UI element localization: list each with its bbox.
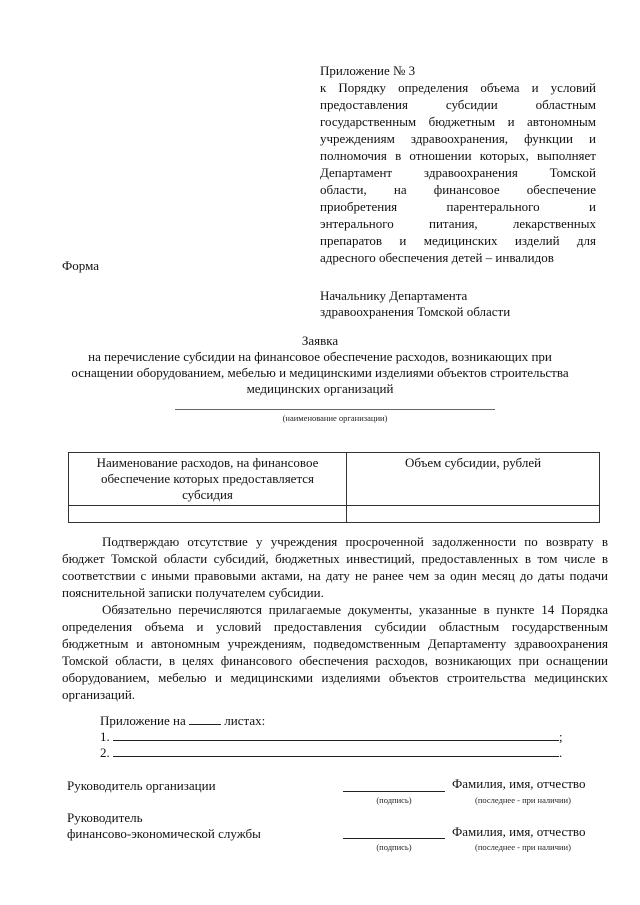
appendix-line: энтерального питания, лекарственных xyxy=(320,216,596,231)
table-cell-expense-name[interactable] xyxy=(69,506,347,523)
finance-name-label: Фамилия, имя, отчество xyxy=(452,824,586,839)
attachment-item-1-end: ; xyxy=(559,729,563,744)
attachment-item-1-number: 1. xyxy=(100,729,110,744)
table-header-subsidy-amount: Объем субсидии, рублей xyxy=(347,453,600,506)
appendix-line: Департамент здравоохранения Томской xyxy=(320,165,596,180)
finance-name-caption: (последнее - при наличии) xyxy=(475,842,571,852)
attachments-line xyxy=(100,712,265,729)
request-title: Заявка xyxy=(301,333,339,348)
table-cell-subsidy-amount[interactable] xyxy=(347,506,600,523)
addressee-line-1: Начальнику Департамента xyxy=(320,288,468,303)
documents-paragraph: Обязательно перечисляются прилагаемые документы, указанные в пункте 14 Порядка определения объема и условий предоставления субсидии областным государственным бюджетным и автономным учреждениям, подведомственным Департаменту здравоохранения Томской области, в целях финансового обеспечения расходов, возникающих при оснащении оборудованием, мебелью и медицинскими изделиями объектов строительства медицинских организаций. xyxy=(62,602,608,702)
finance-head-label-line-1: Руководитель xyxy=(67,810,143,825)
appendix-line: препаратов и медицинских изделий для xyxy=(320,233,596,248)
expense-table xyxy=(68,452,600,523)
request-subtitle-line-1: на перечисление субсидии на финансовое обеспечение расходов, возникающих при xyxy=(88,349,552,364)
attachment-item-2 xyxy=(100,744,562,761)
attachments-sheet-count-field[interactable] xyxy=(189,723,221,725)
finance-signature-line[interactable] xyxy=(343,838,445,839)
organization-name-caption: (наименование организации) xyxy=(282,413,388,423)
addressee-line-2: здравоохранения Томской области xyxy=(320,304,511,319)
table-row xyxy=(69,506,600,523)
table-header-expense-name: Наименование расходов, на финансовое обеспечение которых предоставляется субсидия xyxy=(69,453,347,506)
appendix-title: Приложение № 3 xyxy=(320,63,416,78)
attachment-item-2-end: . xyxy=(559,745,563,760)
appendix-line: учреждениям здравоохранения, функции и xyxy=(320,131,596,146)
organization-name-line[interactable] xyxy=(175,409,495,410)
appendix-line: к Порядку определения объема и условий xyxy=(320,80,596,95)
appendix-text xyxy=(320,79,596,266)
finance-head-label-line-2: финансово-экономической службы xyxy=(67,826,261,841)
attachment-item-2-field[interactable] xyxy=(113,755,559,757)
appendix-line: государственным бюджетным и автономным xyxy=(320,114,596,129)
attachments-prefix: Приложение на xyxy=(100,713,186,728)
head-name-label: Фамилия, имя, отчество xyxy=(452,776,586,791)
appendix-line: адресного обеспечения детей – инвалидов xyxy=(320,250,554,265)
head-signature-caption: (подпись) xyxy=(376,795,412,805)
attachments-suffix: листах: xyxy=(224,713,266,728)
confirmation-paragraph: Подтверждаю отсутствие у учреждения просроченной задолженности по возврату в бюджет Томской области субсидий, бюджетных инвестиций, предоставленных в том числе в соответствии с иными правовыми актами, на дату не ранее чем за один месяц до даты подачи пояснительной записки получателем субсидии. xyxy=(62,534,608,600)
form-label: Форма xyxy=(62,258,99,273)
expense-table-wrap xyxy=(68,452,600,523)
table-header-row xyxy=(69,453,600,506)
request-subtitle-line-2: оснащении оборудованием, мебелью и медицинскими изделиями объектов строительства xyxy=(71,365,569,380)
finance-signature-caption: (подпись) xyxy=(376,842,412,852)
head-of-organization-label: Руководитель организации xyxy=(67,778,216,793)
appendix-line: предоставления субсидии областным xyxy=(320,97,596,112)
head-name-caption: (последнее - при наличии) xyxy=(475,795,571,805)
head-signature-line[interactable] xyxy=(343,791,445,792)
appendix-line: полномочия в отношении которых, выполняет xyxy=(320,148,596,163)
appendix-line: области, на финансовое обеспечение xyxy=(320,182,596,197)
attachment-item-1 xyxy=(100,728,563,745)
attachment-item-2-number: 2. xyxy=(100,745,110,760)
request-subtitle-line-3: медицинских организаций xyxy=(246,381,394,396)
attachment-item-1-field[interactable] xyxy=(113,739,559,741)
appendix-line: приобретения парентерального и xyxy=(320,199,596,214)
